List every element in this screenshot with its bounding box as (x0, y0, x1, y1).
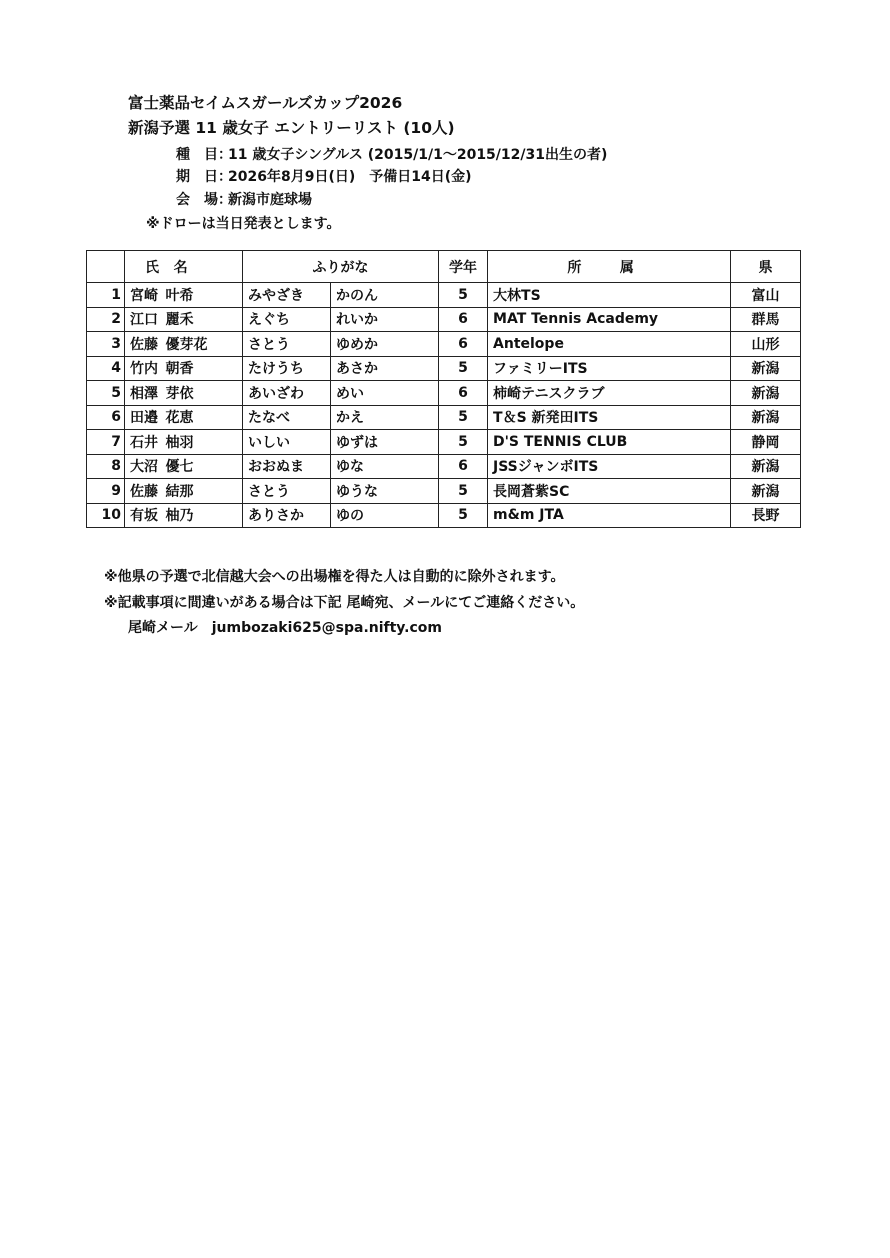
affiliation-cell: JSSジャンボITS (488, 454, 731, 479)
affiliation-cell: m&m JTA (488, 503, 731, 528)
event-value: 11 歳女子シングルス (2015/1/1～2015/12/31出生の者) (228, 147, 608, 163)
given-name-cell: 柚乃 (161, 503, 243, 528)
grade-cell: 6 (439, 381, 488, 406)
header-name: 氏 名 (125, 251, 243, 283)
row-number: 4 (87, 356, 125, 381)
date-line (176, 166, 472, 186)
surname-kana-cell: あいざわ (243, 381, 331, 406)
surname-kana-cell: たけうち (243, 356, 331, 381)
affiliation-cell: 長岡蒼紫SC (488, 479, 731, 504)
prefecture-cell: 山形 (731, 332, 801, 357)
affiliation-cell: MAT Tennis Academy (488, 307, 731, 332)
given-name-kana-cell: かのん (331, 283, 439, 308)
surname-cell: 佐藤 (125, 332, 161, 357)
header-affiliation: 所 属 (488, 251, 731, 283)
grade-cell: 5 (439, 479, 488, 504)
header-no (87, 251, 125, 283)
header-prefecture: 県 (731, 251, 801, 283)
event-line (176, 144, 607, 164)
grade-cell: 5 (439, 430, 488, 455)
affiliation-cell: 大林TS (488, 283, 731, 308)
exclusion-note: ※他県の予選で北信越大会への出場権を得た人は自動的に除外されます。 (104, 569, 565, 585)
table-row (87, 283, 801, 308)
given-name-cell: 麗禾 (161, 307, 243, 332)
document-subtitle: 新潟予選 11 歳女子 エントリーリスト (10人) (128, 119, 455, 137)
given-name-kana-cell: ゆの (331, 503, 439, 528)
draw-note: ※ドローは当日発表とします。 (146, 216, 341, 232)
row-number: 8 (87, 454, 125, 479)
header-furigana: ふりがな (243, 251, 439, 283)
table-row (87, 307, 801, 332)
prefecture-cell: 富山 (731, 283, 801, 308)
grade-cell: 6 (439, 307, 488, 332)
surname-kana-cell: さとう (243, 332, 331, 357)
entry-rows (87, 283, 801, 528)
given-name-cell: 柚羽 (161, 430, 243, 455)
surname-cell: 田邉 (125, 405, 161, 430)
affiliation-cell: Antelope (488, 332, 731, 357)
prefecture-cell: 新潟 (731, 405, 801, 430)
surname-kana-cell: ありさか (243, 503, 331, 528)
grade-cell: 6 (439, 454, 488, 479)
prefecture-cell: 長野 (731, 503, 801, 528)
affiliation-cell: ファミリーITS (488, 356, 731, 381)
given-name-kana-cell: あさか (331, 356, 439, 381)
surname-cell: 竹内 (125, 356, 161, 381)
given-name-kana-cell: かえ (331, 405, 439, 430)
table-row (87, 503, 801, 528)
given-name-kana-cell: ゆずは (331, 430, 439, 455)
prefecture-cell: 新潟 (731, 356, 801, 381)
header-grade: 学年 (439, 251, 488, 283)
given-name-cell: 優七 (161, 454, 243, 479)
given-name-kana-cell: めい (331, 381, 439, 406)
given-name-cell: 朝香 (161, 356, 243, 381)
surname-cell: 大沼 (125, 454, 161, 479)
event-label: 種 目： (176, 147, 232, 163)
table-row (87, 479, 801, 504)
row-number: 1 (87, 283, 125, 308)
surname-cell: 有坂 (125, 503, 161, 528)
prefecture-cell: 群馬 (731, 307, 801, 332)
date-value: 2026年8月9日(日) 予備日14日(金) (228, 169, 472, 185)
correction-note: ※記載事項に間違いがある場合は下記 尾崎宛、メールにてご連絡ください。 (104, 595, 585, 611)
grade-cell: 6 (439, 332, 488, 357)
surname-kana-cell: いしい (243, 430, 331, 455)
affiliation-cell: T＆S 新発田ITS (488, 405, 731, 430)
grade-cell: 5 (439, 356, 488, 381)
table-row (87, 430, 801, 455)
table-row (87, 381, 801, 406)
row-number: 9 (87, 479, 125, 504)
row-number: 3 (87, 332, 125, 357)
affiliation-cell: 柿崎テニスクラブ (488, 381, 731, 406)
table-row (87, 405, 801, 430)
given-name-kana-cell: ゆめか (331, 332, 439, 357)
given-name-cell: 叶希 (161, 283, 243, 308)
venue-line (176, 189, 312, 209)
given-name-cell: 芽依 (161, 381, 243, 406)
surname-cell: 宮崎 (125, 283, 161, 308)
given-name-cell: 優芽花 (161, 332, 243, 357)
table-row (87, 332, 801, 357)
grade-cell: 5 (439, 503, 488, 528)
row-number: 7 (87, 430, 125, 455)
venue-value: 新潟市庭球場 (228, 192, 312, 208)
grade-cell: 5 (439, 283, 488, 308)
prefecture-cell: 新潟 (731, 479, 801, 504)
prefecture-cell: 新潟 (731, 454, 801, 479)
affiliation-cell: D'S TENNIS CLUB (488, 430, 731, 455)
surname-cell: 佐藤 (125, 479, 161, 504)
given-name-cell: 花恵 (161, 405, 243, 430)
table-row (87, 454, 801, 479)
row-number: 10 (87, 503, 125, 528)
row-number: 2 (87, 307, 125, 332)
surname-cell: 江口 (125, 307, 161, 332)
prefecture-cell: 新潟 (731, 381, 801, 406)
given-name-kana-cell: ゆうな (331, 479, 439, 504)
row-number: 5 (87, 381, 125, 406)
grade-cell: 5 (439, 405, 488, 430)
given-name-kana-cell: ゆな (331, 454, 439, 479)
surname-kana-cell: さとう (243, 479, 331, 504)
given-name-cell: 結那 (161, 479, 243, 504)
surname-kana-cell: たなべ (243, 405, 331, 430)
document-title: 富士薬品セイムスガールズカップ2026 (128, 94, 403, 112)
row-number: 6 (87, 405, 125, 430)
date-label: 期 日： (176, 169, 232, 185)
surname-cell: 相澤 (125, 381, 161, 406)
venue-label: 会 場： (176, 192, 232, 208)
prefecture-cell: 静岡 (731, 430, 801, 455)
contact-email: 尾崎メール jumbozaki625@spa.nifty.com (128, 620, 442, 636)
table-header-row (87, 251, 801, 283)
surname-kana-cell: おおぬま (243, 454, 331, 479)
entry-table (86, 250, 801, 528)
surname-kana-cell: みやざき (243, 283, 331, 308)
given-name-kana-cell: れいか (331, 307, 439, 332)
table-row (87, 356, 801, 381)
surname-kana-cell: えぐち (243, 307, 331, 332)
surname-cell: 石井 (125, 430, 161, 455)
